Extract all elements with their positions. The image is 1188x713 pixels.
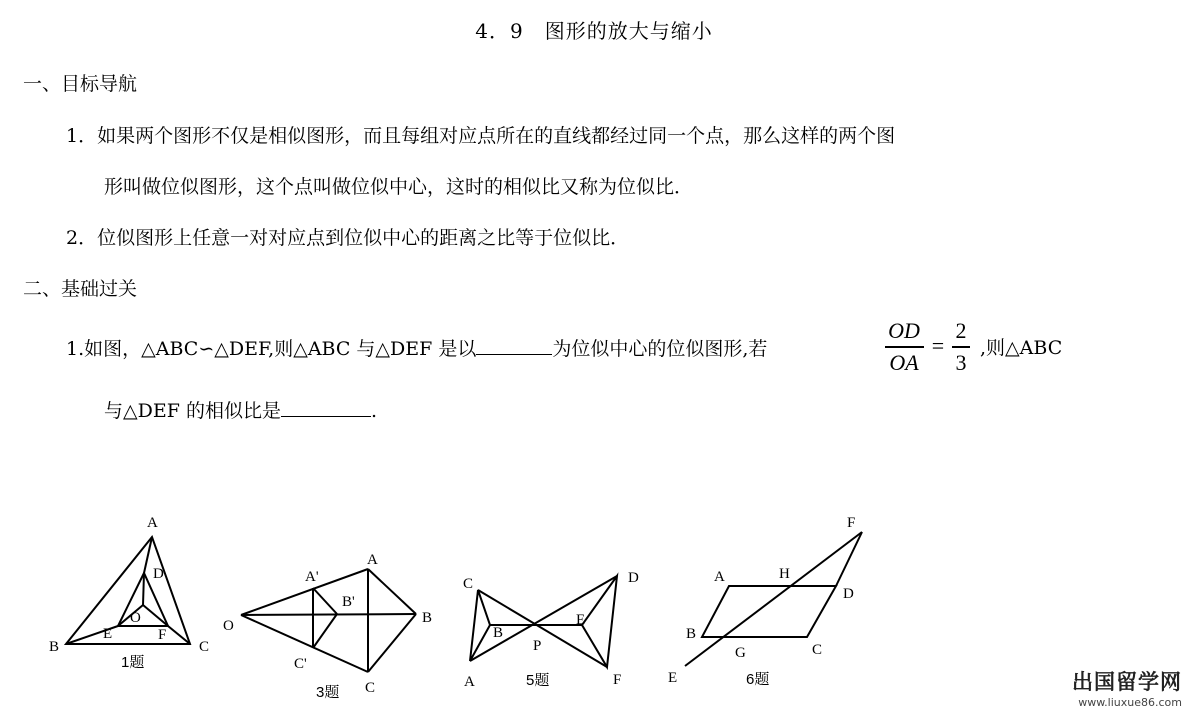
fig1-label-c: C — [199, 639, 210, 655]
question-1-text-c: ,则△ABC — [980, 337, 1063, 359]
fig5-label-b: B — [493, 625, 504, 641]
fig5-label-e: E — [576, 612, 586, 628]
fraction-two: 2 — [955, 318, 967, 343]
fig5-label-p: P — [533, 638, 542, 654]
watermark-name: 出国留学网 — [1072, 670, 1182, 694]
fig1-label-b: B — [49, 639, 60, 655]
fig3-caption: 3题 — [316, 684, 340, 701]
goal-item-1-line-1: 1．如果两个图形不仅是相似图形，而且每组对应点所在的直线都经过同一个点，那么这样的两个图 — [66, 125, 896, 147]
fig3-label-a-prime: A' — [305, 569, 319, 585]
equals-sign: = — [931, 333, 945, 358]
fig3-label-c-prime: C' — [294, 656, 307, 672]
section-heading-goals: 一、目标导航 — [23, 73, 138, 95]
question-1-text-e: . — [370, 400, 377, 422]
fig6-label-g: G — [735, 645, 746, 661]
fraction-oa: OA — [889, 350, 919, 375]
fig5-label-d: D — [628, 570, 639, 586]
fig6-label-a: A — [714, 569, 725, 585]
fig3-label-b: B — [422, 610, 433, 626]
fig6-label-b: B — [686, 626, 697, 642]
section-heading-basics: 二、基础过关 — [23, 278, 138, 300]
fig5-label-c: C — [463, 576, 474, 592]
fig6-label-h: H — [779, 566, 790, 582]
figure-1 — [66, 537, 190, 644]
figure-3 — [241, 569, 416, 672]
fig6-label-e: E — [668, 670, 678, 686]
page-title: 4．9 图形的放大与缩小 — [475, 19, 713, 43]
question-1-text-a: 1.如图，△ABC∽△DEF,则△ABC 与△DEF 是以 — [66, 338, 477, 360]
fig5-caption: 5题 — [526, 672, 550, 689]
figure-5 — [470, 576, 617, 667]
fig1-label-a: A — [147, 515, 158, 531]
goal-item-2: 2．位似图形上任意一对对应点到位似中心的距离之比等于位似比． — [66, 227, 630, 249]
goal-item-1-line-2: 形叫做位似图形，这个点叫做位似中心，这时的相似比又称为位似比． — [104, 176, 694, 198]
fig1-label-f: F — [158, 627, 167, 643]
fig1-label-e: E — [103, 626, 113, 642]
figure-6 — [685, 532, 862, 666]
watermark-url: www.liuxue86.com — [1078, 696, 1182, 709]
fig5-label-f: F — [613, 672, 622, 688]
fig6-label-f: F — [847, 515, 856, 531]
fraction-od: OD — [888, 318, 920, 343]
fig1-label-o: O — [130, 610, 141, 626]
fig3-label-c: C — [365, 680, 376, 696]
fig5-label-a: A — [464, 674, 475, 690]
fig6-label-d: D — [843, 586, 854, 602]
question-1-text-b: 为位似中心的位似图形,若 — [552, 338, 768, 360]
fraction-three: 3 — [955, 350, 967, 375]
question-1-text-d: 与△DEF 的相似比是 — [104, 400, 281, 422]
fig6-label-c: C — [812, 642, 823, 658]
watermark — [1072, 666, 1182, 709]
fig3-label-b-prime: B' — [342, 594, 355, 610]
fig1-label-d: D — [153, 566, 164, 582]
fig1-caption: 1题 — [121, 654, 145, 671]
fig3-label-o: O — [223, 618, 234, 634]
fig6-caption: 6题 — [746, 671, 770, 688]
fig3-label-a: A — [367, 552, 378, 568]
